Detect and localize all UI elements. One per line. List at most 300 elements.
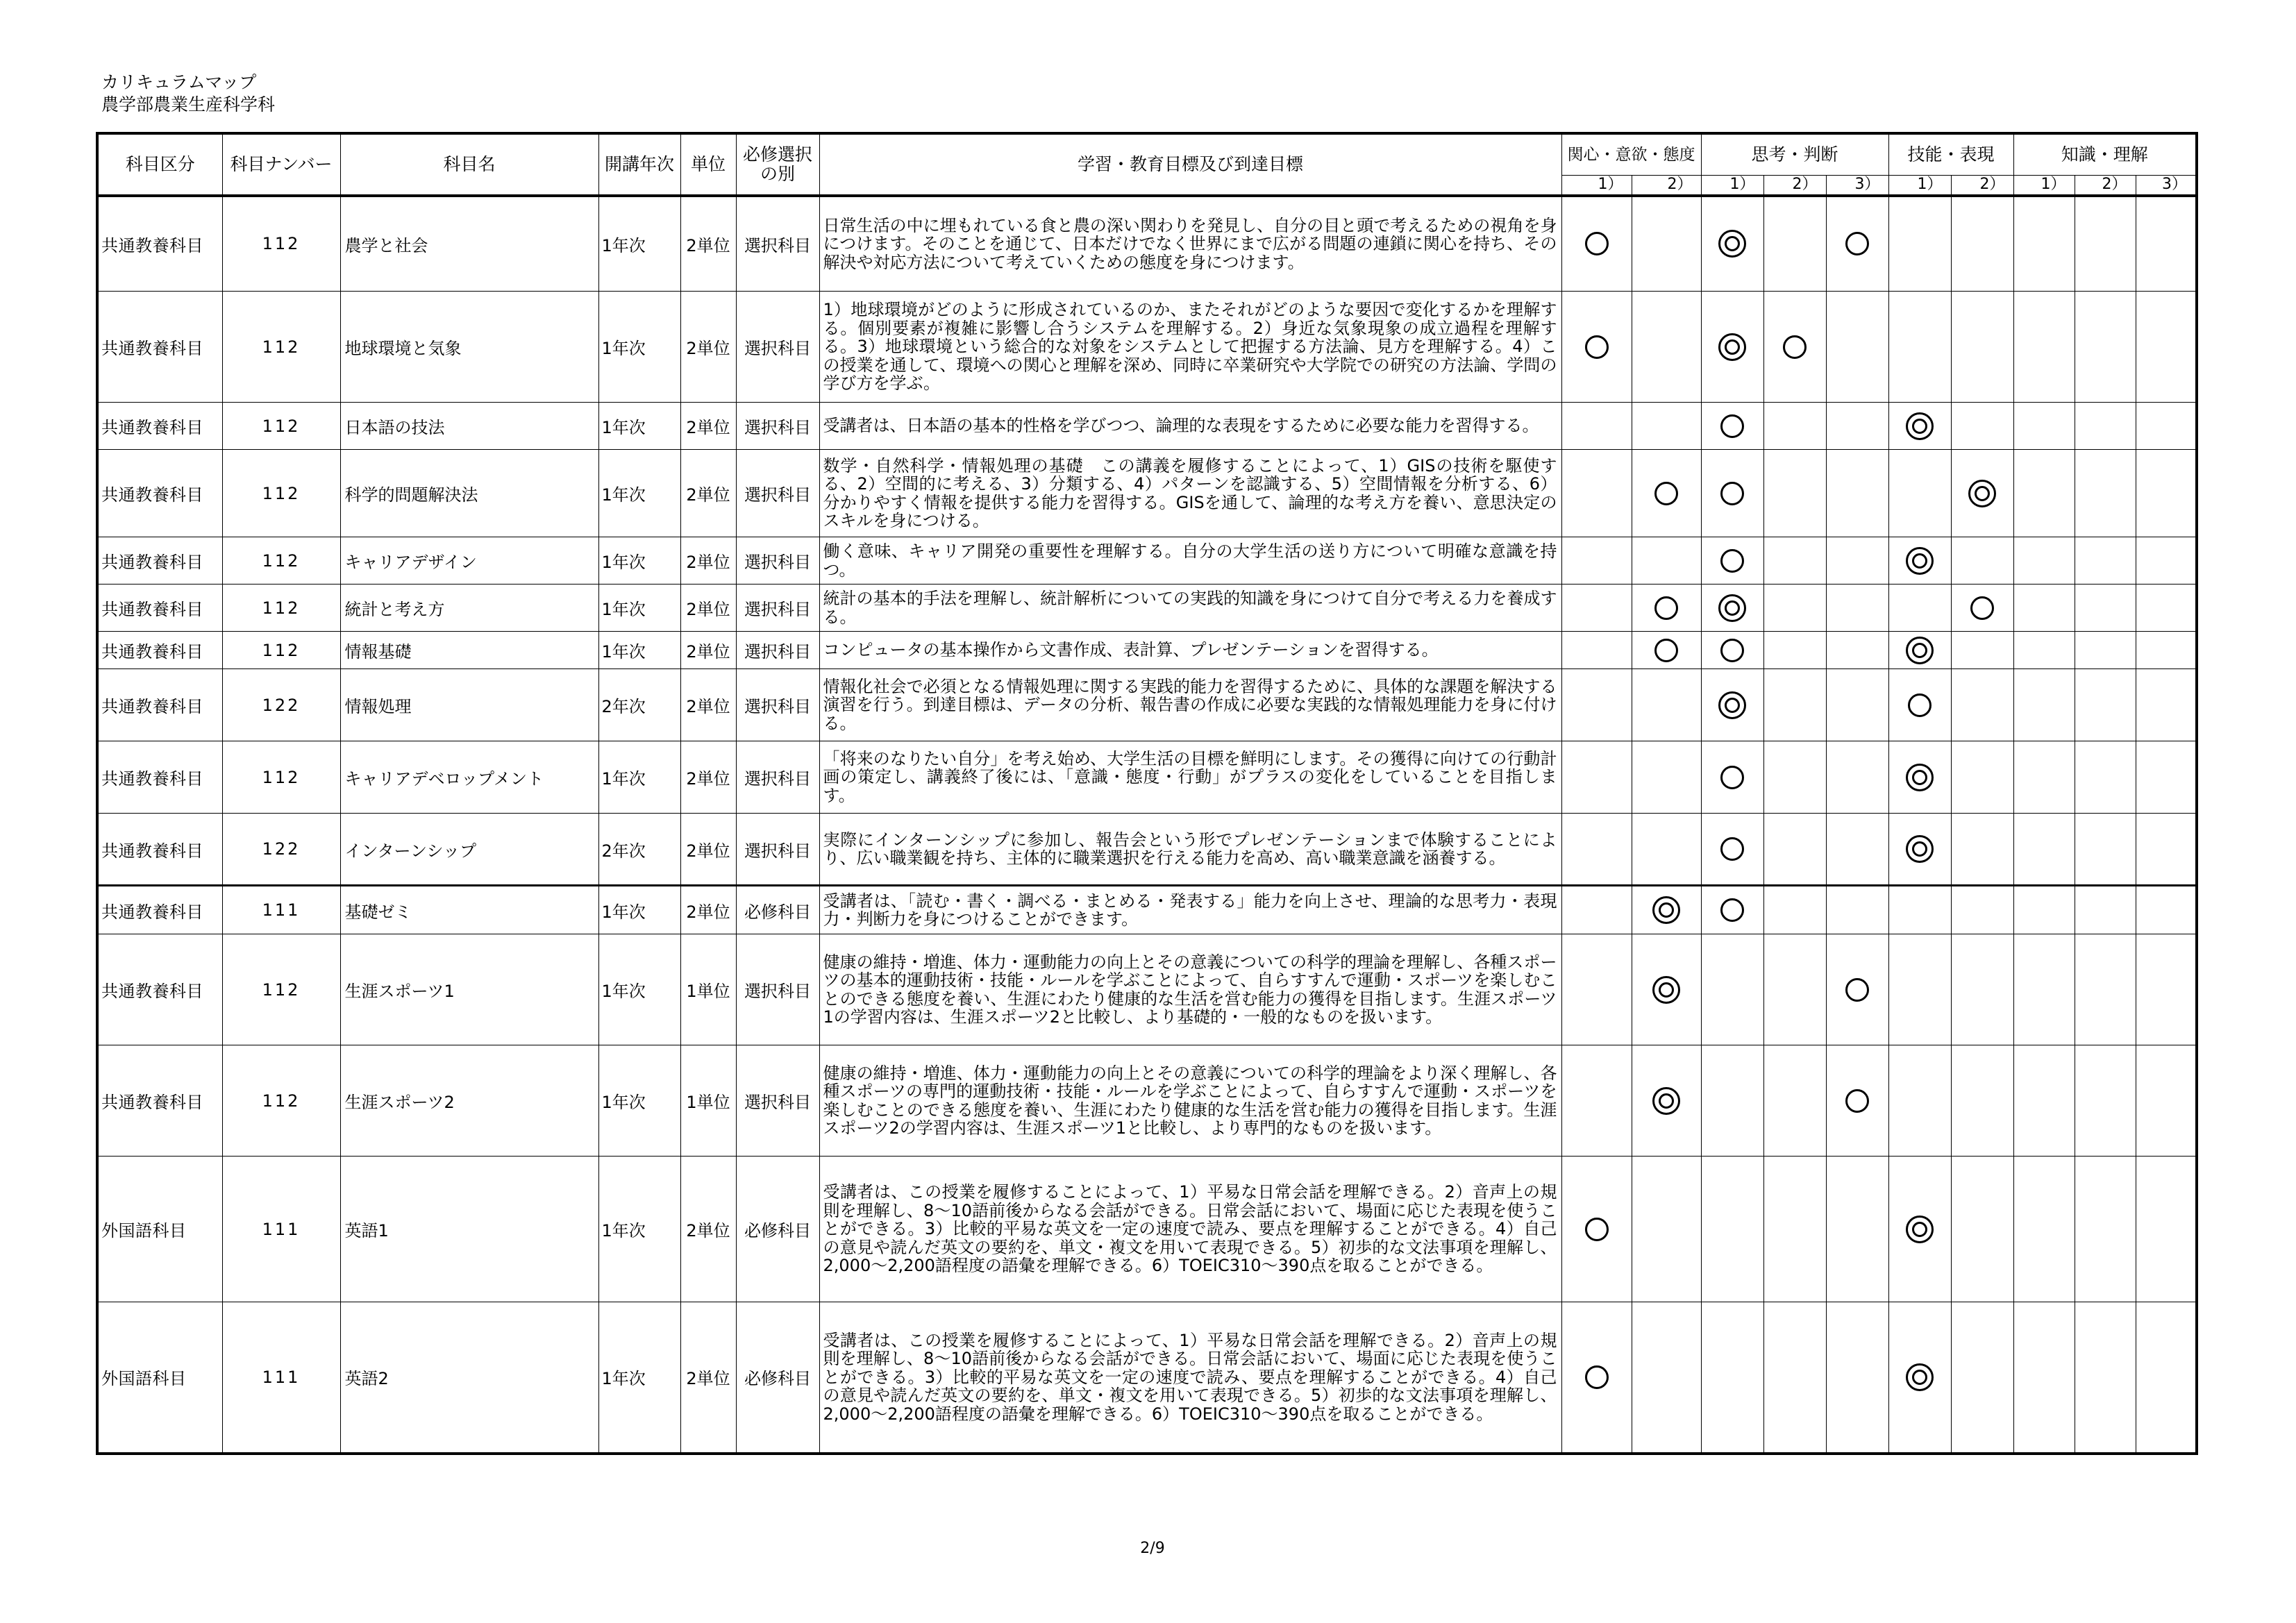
course-goal: 数学・自然科学・情報処理の基礎 この講義を履修することによって、1）GISの技術を駆使する、2）空間的に考える、3）分類する、4）パターンを認識する、5）空間情報を分析する、6）分かりやすく情報を提供する能力を習得する。GISを通して、論理的な考え方を養い、意思決定のスキルを身につける。 xyxy=(819,450,1561,537)
course-year: 1年次 xyxy=(598,196,680,292)
col-goal: 学習・教育目標及び到達目標 xyxy=(819,133,1561,196)
mark-cell xyxy=(1826,450,1888,537)
table-row xyxy=(97,196,2197,292)
course-number: 111 xyxy=(222,1302,340,1454)
course-category: 共通教養科目 xyxy=(97,537,222,585)
course-name: 地球環境と気象 xyxy=(340,292,598,403)
course-number: 112 xyxy=(222,403,340,450)
circle-mark xyxy=(1845,1089,1869,1113)
course-required: 選択科目 xyxy=(736,292,819,403)
col-unit: 単位 xyxy=(680,133,736,196)
group-skill: 技能・表現 xyxy=(1888,133,2013,175)
course-required: 必修科目 xyxy=(736,1157,819,1302)
mark-cell xyxy=(2136,1302,2197,1454)
mark-cell xyxy=(2075,1045,2136,1157)
double-circle-mark xyxy=(1906,1216,1934,1243)
course-number: 111 xyxy=(222,886,340,934)
circle-mark xyxy=(1720,482,1744,505)
course-number: 112 xyxy=(222,934,340,1045)
mark-cell xyxy=(2136,669,2197,741)
course-year: 1年次 xyxy=(598,632,680,669)
mark-cell xyxy=(1561,403,1632,450)
course-name: 生涯スポーツ1 xyxy=(340,934,598,1045)
sub-knowledge-1: 1） xyxy=(2013,175,2075,196)
double-circle-mark xyxy=(1718,594,1746,622)
mark-cell xyxy=(2013,403,2075,450)
course-required: 選択科目 xyxy=(736,537,819,585)
mark-cell xyxy=(1763,814,1826,886)
mark-cell xyxy=(1888,741,1951,814)
col-category: 科目区分 xyxy=(97,133,222,196)
mark-cell xyxy=(1826,1157,1888,1302)
course-unit: 2単位 xyxy=(680,741,736,814)
mark-cell xyxy=(2136,196,2197,292)
mark-cell xyxy=(1826,292,1888,403)
mark-cell xyxy=(1561,814,1632,886)
table-row xyxy=(97,886,2197,934)
group-interest: 関心・意欲・態度 xyxy=(1561,133,1701,175)
course-name: 統計と考え方 xyxy=(340,585,598,632)
mark-cell xyxy=(1701,632,1763,669)
mark-cell xyxy=(1632,196,1701,292)
col-required: 必修選択の別 xyxy=(736,133,819,196)
mark-cell xyxy=(1701,1302,1763,1454)
mark-cell xyxy=(1951,450,2013,537)
mark-cell xyxy=(1951,1045,2013,1157)
course-required: 選択科目 xyxy=(736,1045,819,1157)
double-circle-mark xyxy=(1906,412,1934,440)
mark-cell xyxy=(1701,403,1763,450)
table-row xyxy=(97,1045,2197,1157)
document-title: カリキュラムマップ xyxy=(101,72,257,92)
mark-cell xyxy=(1763,537,1826,585)
mark-cell xyxy=(1888,450,1951,537)
circle-mark xyxy=(1845,232,1869,255)
course-number: 112 xyxy=(222,1045,340,1157)
mark-cell xyxy=(1763,292,1826,403)
mark-cell xyxy=(2075,814,2136,886)
mark-cell xyxy=(1951,886,2013,934)
col-year: 開講年次 xyxy=(598,133,680,196)
circle-mark xyxy=(1585,1218,1609,1241)
course-category: 共通教養科目 xyxy=(97,814,222,886)
mark-cell xyxy=(2075,585,2136,632)
course-unit: 2単位 xyxy=(680,814,736,886)
mark-cell xyxy=(1826,741,1888,814)
mark-cell xyxy=(2136,741,2197,814)
mark-cell xyxy=(1763,669,1826,741)
course-goal: 統計の基本的手法を理解し、統計解析についての実践的知識を身につけて自分で考える力を養成する。 xyxy=(819,585,1561,632)
mark-cell xyxy=(1826,669,1888,741)
course-required: 選択科目 xyxy=(736,196,819,292)
mark-cell xyxy=(1763,1302,1826,1454)
mark-cell xyxy=(1951,403,2013,450)
mark-cell xyxy=(1763,886,1826,934)
mark-cell xyxy=(1632,669,1701,741)
course-required: 選択科目 xyxy=(736,934,819,1045)
mark-cell xyxy=(1561,886,1632,934)
mark-cell xyxy=(2136,450,2197,537)
mark-cell xyxy=(2075,1157,2136,1302)
course-name: インターンシップ xyxy=(340,814,598,886)
table-row xyxy=(97,1302,2197,1454)
mark-cell xyxy=(1951,632,2013,669)
mark-cell xyxy=(1632,741,1701,814)
mark-cell xyxy=(2013,196,2075,292)
table-row xyxy=(97,292,2197,403)
course-category: 共通教養科目 xyxy=(97,450,222,537)
course-category: 共通教養科目 xyxy=(97,1045,222,1157)
course-name: 情報処理 xyxy=(340,669,598,741)
table-row xyxy=(97,741,2197,814)
course-name: 科学的問題解決法 xyxy=(340,450,598,537)
col-name: 科目名 xyxy=(340,133,598,196)
mark-cell xyxy=(1826,632,1888,669)
mark-cell xyxy=(2075,292,2136,403)
mark-cell xyxy=(1632,1045,1701,1157)
sub-thinking-2: 2） xyxy=(1763,175,1826,196)
mark-cell xyxy=(1888,669,1951,741)
mark-cell xyxy=(1632,632,1701,669)
circle-mark xyxy=(1970,596,1994,620)
course-goal: 健康の維持・増進、体力・運動能力の向上とその意義についての科学的理論をより深く理解し、各種スポーツの専門的運動技術・技能・ルールを学ぶことによって、自らすすんで運動・スポーツを楽しむことのできる態度を養い、生涯にわたり健康的な生活を営む能力の獲得を目指します。生涯スポーツ2の学習内容は、生涯スポーツ1と比較し、より専門的なものを扱います。 xyxy=(819,1045,1561,1157)
course-goal: 日常生活の中に埋もれている食と農の深い関わりを発見し、自分の目と頭で考えるための視角を身につけます。そのことを通じて、日本だけでなく世界にまで広がる問題の連鎖に関心を持ち、その解決や対応方法について考えていくための態度を身につけます。 xyxy=(819,196,1561,292)
mark-cell xyxy=(1763,403,1826,450)
mark-cell xyxy=(2013,537,2075,585)
double-circle-mark xyxy=(1718,333,1746,361)
course-unit: 2単位 xyxy=(680,196,736,292)
course-goal: コンピュータの基本操作から文書作成、表計算、プレゼンテーションを習得する。 xyxy=(819,632,1561,669)
department-name: 農学部農業生産科学科 xyxy=(101,94,276,115)
course-category: 共通教養科目 xyxy=(97,741,222,814)
mark-cell xyxy=(1561,196,1632,292)
mark-cell xyxy=(1951,814,2013,886)
double-circle-mark xyxy=(1652,976,1680,1004)
mark-cell xyxy=(1561,1302,1632,1454)
course-goal: 働く意味、キャリア開発の重要性を理解する。自分の大学生活の送り方について明確な意識を持つ。 xyxy=(819,537,1561,585)
course-goal: 受講者は、この授業を履修することによって、1）平易な日常会話を理解できる。2）音声上の規則を理解し、8～10語前後からなる会話ができる。日常会話において、場面に応じた表現を使うことができる。3）比較的平易な英文を一定の速度で読み、要点を理解することができる。4）自己の意見や読んだ英文の要約を、単文・複文を用いて表現できる。5）初歩的な文法事項を理解し、2,000～2,200語程度の語彙を理解できる。6）TOEIC310～390点を取ることができる。 xyxy=(819,1157,1561,1302)
mark-cell xyxy=(2013,450,2075,537)
mark-cell xyxy=(1701,292,1763,403)
mark-cell xyxy=(2013,1157,2075,1302)
mark-cell xyxy=(1632,537,1701,585)
course-number: 111 xyxy=(222,1157,340,1302)
mark-cell xyxy=(1632,1157,1701,1302)
mark-cell xyxy=(1951,1302,2013,1454)
table-row xyxy=(97,450,2197,537)
circle-mark xyxy=(1720,837,1744,861)
mark-cell xyxy=(1701,537,1763,585)
table-row xyxy=(97,669,2197,741)
group-thinking: 思考・判断 xyxy=(1701,133,1888,175)
mark-cell xyxy=(1888,196,1951,292)
double-circle-mark xyxy=(1718,230,1746,258)
mark-cell xyxy=(1763,585,1826,632)
double-circle-mark xyxy=(1652,896,1680,924)
mark-cell xyxy=(1701,741,1763,814)
course-year: 1年次 xyxy=(598,403,680,450)
course-category: 外国語科目 xyxy=(97,1302,222,1454)
course-required: 選択科目 xyxy=(736,741,819,814)
double-circle-mark xyxy=(1906,547,1934,575)
course-unit: 2単位 xyxy=(680,632,736,669)
mark-cell xyxy=(1632,886,1701,934)
course-goal: 受講者は、この授業を履修することによって、1）平易な日常会話を理解できる。2）音声上の規則を理解し、8～10語前後からなる会話ができる。日常会話において、場面に応じた表現を使うことができる。3）比較的平易な英文を一定の速度で読み、要点を理解することができる。4）自己の意見や読んだ英文の要約を、単文・複文を用いて表現できる。5）初歩的な文法事項を理解し、2,000～2,200語程度の語彙を理解できる。6）TOEIC310～390点を取ることができる。 xyxy=(819,1302,1561,1454)
mark-cell xyxy=(1763,741,1826,814)
course-category: 共通教養科目 xyxy=(97,403,222,450)
mark-cell xyxy=(1826,537,1888,585)
course-unit: 1単位 xyxy=(680,1045,736,1157)
double-circle-mark xyxy=(1906,835,1934,863)
course-required: 必修科目 xyxy=(736,1302,819,1454)
mark-cell xyxy=(2136,292,2197,403)
mark-cell xyxy=(2013,814,2075,886)
sub-skill-1: 1） xyxy=(1888,175,1951,196)
sub-interest-2: 2） xyxy=(1632,175,1701,196)
course-category: 共通教養科目 xyxy=(97,934,222,1045)
course-category: 共通教養科目 xyxy=(97,196,222,292)
course-name: 日本語の技法 xyxy=(340,403,598,450)
mark-cell xyxy=(2013,585,2075,632)
circle-mark xyxy=(1654,639,1678,662)
circle-mark xyxy=(1908,693,1932,717)
circle-mark xyxy=(1845,978,1869,1002)
circle-mark xyxy=(1654,596,1678,620)
mark-cell xyxy=(1561,292,1632,403)
course-required: 選択科目 xyxy=(736,632,819,669)
mark-cell xyxy=(2075,934,2136,1045)
circle-mark xyxy=(1585,232,1609,255)
course-category: 外国語科目 xyxy=(97,1157,222,1302)
mark-cell xyxy=(1701,585,1763,632)
mark-cell xyxy=(1951,292,2013,403)
mark-cell xyxy=(2136,886,2197,934)
mark-cell xyxy=(2075,450,2136,537)
course-name: 農学と社会 xyxy=(340,196,598,292)
mark-cell xyxy=(1632,450,1701,537)
mark-cell xyxy=(2013,741,2075,814)
mark-cell xyxy=(1888,292,1951,403)
course-goal: 健康の維持・増進、体力・運動能力の向上とその意義についての科学的理論を理解し、各種スポーツの基本的運動技術・技能・ルールを学ぶことによって、自らすすんで運動・スポーツを楽しむことのできる態度を養い、生涯にわたり健康的な生活を営む能力の獲得を目指します。生涯スポーツ1の学習内容は、生涯スポーツ2と比較し、より基礎的・一般的なものを扱います。 xyxy=(819,934,1561,1045)
mark-cell xyxy=(2013,1045,2075,1157)
circle-mark xyxy=(1720,549,1744,573)
mark-cell xyxy=(1632,403,1701,450)
mark-cell xyxy=(2136,537,2197,585)
col-number: 科目ナンバー xyxy=(222,133,340,196)
mark-cell xyxy=(2136,403,2197,450)
circle-mark xyxy=(1585,335,1609,359)
table-row xyxy=(97,632,2197,669)
sub-interest-1: 1） xyxy=(1561,175,1632,196)
course-number: 112 xyxy=(222,632,340,669)
double-circle-mark xyxy=(1906,1363,1934,1391)
course-unit: 2単位 xyxy=(680,669,736,741)
double-circle-mark xyxy=(1968,480,1996,507)
mark-cell xyxy=(1888,537,1951,585)
table-row xyxy=(97,934,2197,1045)
course-category: 共通教養科目 xyxy=(97,292,222,403)
course-unit: 1単位 xyxy=(680,934,736,1045)
mark-cell xyxy=(2075,1302,2136,1454)
mark-cell xyxy=(1632,814,1701,886)
course-goal: 受講者は、日本語の基本的性格を学びつつ、論理的な表現をするために必要な能力を習得する。 xyxy=(819,403,1561,450)
mark-cell xyxy=(1701,669,1763,741)
course-goal: 情報化社会で必須となる情報処理に関する実践的能力を習得するために、具体的な課題を解決する演習を行う。到達目標は、データの分析、報告書の作成に必要な実践的な情報処理能力を身に付ける。 xyxy=(819,669,1561,741)
mark-cell xyxy=(1951,196,2013,292)
table-row xyxy=(97,403,2197,450)
mark-cell xyxy=(1701,1157,1763,1302)
table-row xyxy=(97,1157,2197,1302)
mark-cell xyxy=(1701,196,1763,292)
mark-cell xyxy=(1826,1045,1888,1157)
sub-knowledge-3: 3） xyxy=(2136,175,2197,196)
course-number: 112 xyxy=(222,585,340,632)
mark-cell xyxy=(2136,585,2197,632)
course-unit: 2単位 xyxy=(680,1157,736,1302)
mark-cell xyxy=(2075,669,2136,741)
course-year: 1年次 xyxy=(598,741,680,814)
course-unit: 2単位 xyxy=(680,537,736,585)
mark-cell xyxy=(2075,196,2136,292)
course-number: 112 xyxy=(222,450,340,537)
course-year: 1年次 xyxy=(598,450,680,537)
course-category: 共通教養科目 xyxy=(97,585,222,632)
course-number: 122 xyxy=(222,669,340,741)
course-year: 1年次 xyxy=(598,1302,680,1454)
mark-cell xyxy=(1951,934,2013,1045)
mark-cell xyxy=(1763,632,1826,669)
mark-cell xyxy=(2136,1045,2197,1157)
mark-cell xyxy=(1826,886,1888,934)
mark-cell xyxy=(1763,1045,1826,1157)
course-goal: 1）地球環境がどのように形成されているのか、またそれがどのような要因で変化するかを理解する。個別要素が複雑に影響し合うシステムを理解する。2）身近な気象現象の成立過程を理解する。3）地球環境という総合的な対象をシステムとして把握する方法論、見方を理解する。4）この授業を通して、環境への関心と理解を深め、同時に卒業研究や大学院での研究の方法論、学問の学び方を学ぶ。 xyxy=(819,292,1561,403)
mark-cell xyxy=(1888,632,1951,669)
course-goal: 受講者は、「読む・書く・調べる・まとめる・発表する」能力を向上させ、理論的な思考力・表現力・判断力を身につけることができます。 xyxy=(819,886,1561,934)
mark-cell xyxy=(2075,741,2136,814)
course-rows xyxy=(97,196,2197,1454)
mark-cell xyxy=(1951,537,2013,585)
table-row xyxy=(97,537,2197,585)
mark-cell xyxy=(1701,934,1763,1045)
course-unit: 2単位 xyxy=(680,886,736,934)
mark-cell xyxy=(2075,632,2136,669)
mark-cell xyxy=(1632,585,1701,632)
mark-cell xyxy=(1888,886,1951,934)
mark-cell xyxy=(2075,886,2136,934)
course-year: 1年次 xyxy=(598,1045,680,1157)
mark-cell xyxy=(2136,1157,2197,1302)
mark-cell xyxy=(1888,814,1951,886)
mark-cell xyxy=(2136,814,2197,886)
circle-mark xyxy=(1720,898,1744,922)
mark-cell xyxy=(1561,585,1632,632)
course-year: 1年次 xyxy=(598,886,680,934)
course-number: 122 xyxy=(222,814,340,886)
course-unit: 2単位 xyxy=(680,450,736,537)
mark-cell xyxy=(1763,934,1826,1045)
course-year: 1年次 xyxy=(598,934,680,1045)
mark-cell xyxy=(1826,403,1888,450)
curriculum-map-table xyxy=(96,132,2198,1455)
mark-cell xyxy=(1826,585,1888,632)
mark-cell xyxy=(1561,537,1632,585)
mark-cell xyxy=(1951,585,2013,632)
course-unit: 2単位 xyxy=(680,292,736,403)
mark-cell xyxy=(2013,886,2075,934)
mark-cell xyxy=(1763,1157,1826,1302)
sub-knowledge-2: 2） xyxy=(2075,175,2136,196)
mark-cell xyxy=(1888,1302,1951,1454)
mark-cell xyxy=(1701,450,1763,537)
mark-cell xyxy=(1561,934,1632,1045)
mark-cell xyxy=(2075,403,2136,450)
double-circle-mark xyxy=(1652,1087,1680,1115)
mark-cell xyxy=(1561,1157,1632,1302)
mark-cell xyxy=(2013,632,2075,669)
course-number: 112 xyxy=(222,537,340,585)
mark-cell xyxy=(1701,814,1763,886)
mark-cell xyxy=(1561,450,1632,537)
mark-cell xyxy=(1826,814,1888,886)
page-number: 2/9 xyxy=(1140,1540,1165,1557)
mark-cell xyxy=(1888,1157,1951,1302)
circle-mark xyxy=(1720,766,1744,789)
mark-cell xyxy=(1632,1302,1701,1454)
course-name: キャリアデベロップメント xyxy=(340,741,598,814)
course-name: 生涯スポーツ2 xyxy=(340,1045,598,1157)
course-required: 選択科目 xyxy=(736,814,819,886)
mark-cell xyxy=(1826,1302,1888,1454)
mark-cell xyxy=(1632,292,1701,403)
mark-cell xyxy=(1632,934,1701,1045)
course-year: 2年次 xyxy=(598,814,680,886)
double-circle-mark xyxy=(1906,764,1934,791)
circle-mark xyxy=(1720,639,1744,662)
course-category: 共通教養科目 xyxy=(97,632,222,669)
course-required: 選択科目 xyxy=(736,403,819,450)
mark-cell xyxy=(2136,632,2197,669)
mark-cell xyxy=(1951,669,2013,741)
sub-thinking-3: 3） xyxy=(1826,175,1888,196)
mark-cell xyxy=(2013,1302,2075,1454)
mark-cell xyxy=(1951,1157,2013,1302)
course-number: 112 xyxy=(222,292,340,403)
circle-mark xyxy=(1720,414,1744,438)
mark-cell xyxy=(1561,632,1632,669)
mark-cell xyxy=(1701,1045,1763,1157)
mark-cell xyxy=(2075,537,2136,585)
double-circle-mark xyxy=(1906,637,1934,664)
course-name: 英語1 xyxy=(340,1157,598,1302)
course-name: 英語2 xyxy=(340,1302,598,1454)
mark-cell xyxy=(1701,886,1763,934)
course-goal: 「将来のなりたい自分」を考え始め、大学生活の目標を鮮明にします。その獲得に向けての行動計画の策定し、講義終了後には、「意識・態度・行動」がプラスの変化をしていることを目指します。 xyxy=(819,741,1561,814)
mark-cell xyxy=(1888,403,1951,450)
mark-cell xyxy=(1888,934,1951,1045)
course-name: 情報基礎 xyxy=(340,632,598,669)
sub-skill-2: 2） xyxy=(1951,175,2013,196)
mark-cell xyxy=(1561,669,1632,741)
course-required: 選択科目 xyxy=(736,669,819,741)
course-unit: 2単位 xyxy=(680,1302,736,1454)
course-goal: 実際にインターンシップに参加し、報告会という形でプレゼンテーションまで体験することにより、広い職業観を持ち、主体的に職業選択を行える能力を高め、高い職業意識を涵養する。 xyxy=(819,814,1561,886)
mark-cell xyxy=(1561,1045,1632,1157)
course-year: 2年次 xyxy=(598,669,680,741)
mark-cell xyxy=(1888,1045,1951,1157)
mark-cell xyxy=(2013,669,2075,741)
mark-cell xyxy=(1763,450,1826,537)
course-year: 1年次 xyxy=(598,1157,680,1302)
